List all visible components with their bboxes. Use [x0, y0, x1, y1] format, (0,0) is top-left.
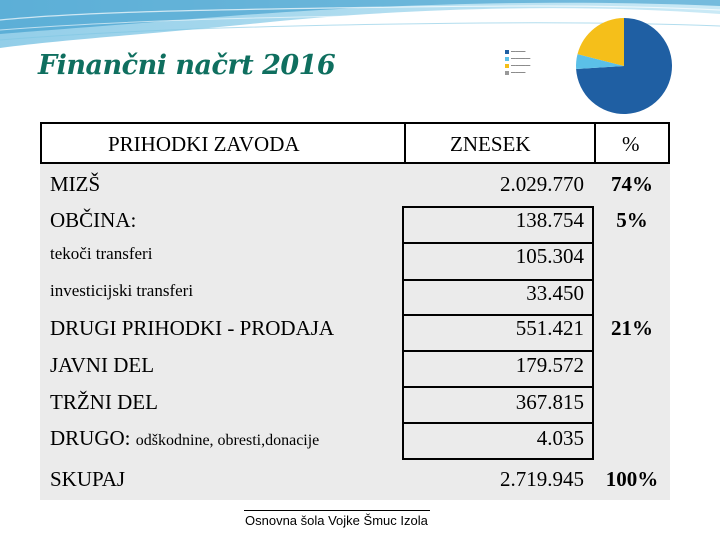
row-amount: 33.450: [526, 281, 584, 305]
row-amount: 105.304: [515, 244, 584, 268]
header-amount: ZNESEK: [450, 132, 531, 156]
row-percent: 5%: [616, 208, 648, 232]
row-amount: 2.029.770: [500, 172, 584, 196]
income-table: [40, 122, 670, 500]
row-amount: 551.421: [515, 316, 584, 340]
pie-legend: [505, 48, 530, 76]
row-amount: 138.754: [515, 208, 584, 232]
row-name: investicijski transferi: [50, 281, 194, 300]
row-amount: 367.815: [515, 390, 584, 414]
table-body: [40, 164, 670, 500]
row-amount: 2.719.945: [500, 467, 584, 491]
row-name: DRUGI PRIHODKI - PRODAJA: [50, 316, 335, 340]
row-name: JAVNI DEL: [50, 353, 155, 377]
row-name-detail: odškodnine, obresti,donacije: [135, 432, 320, 449]
row-percent: 21%: [611, 316, 653, 340]
row-amount: 4.035: [536, 426, 584, 450]
footer-text: Osnovna šola Vojke Šmuc Izola: [245, 513, 428, 528]
row-name: OBČINA:: [50, 208, 137, 232]
page-title: Finančni načrt 2016: [38, 50, 336, 81]
pie-legend-item: ━━━━━━━━: [505, 62, 530, 69]
pie-legend-item: ━━━━━━━━: [505, 55, 530, 62]
header-percent: %: [622, 132, 640, 156]
pie-legend-item: ━━━━━━: [505, 48, 530, 55]
header-income: PRIHODKI ZAVODA: [108, 132, 300, 156]
row-name: [50, 426, 319, 451]
row-name: MIZŠ: [50, 172, 101, 196]
row-name: tekoči transferi: [50, 244, 153, 263]
row-percent: 100%: [605, 467, 659, 491]
table-header: [40, 122, 670, 164]
row-amount: 179.572: [515, 353, 584, 377]
row-percent: 74%: [611, 172, 653, 196]
pie-legend-item: ━━━━━━: [505, 69, 530, 76]
footer-divider: [244, 510, 430, 511]
row-name-main: DRUGO:: [50, 426, 131, 450]
row-name: TRŽNI DEL: [50, 390, 158, 414]
row-name: SKUPAJ: [50, 467, 126, 491]
